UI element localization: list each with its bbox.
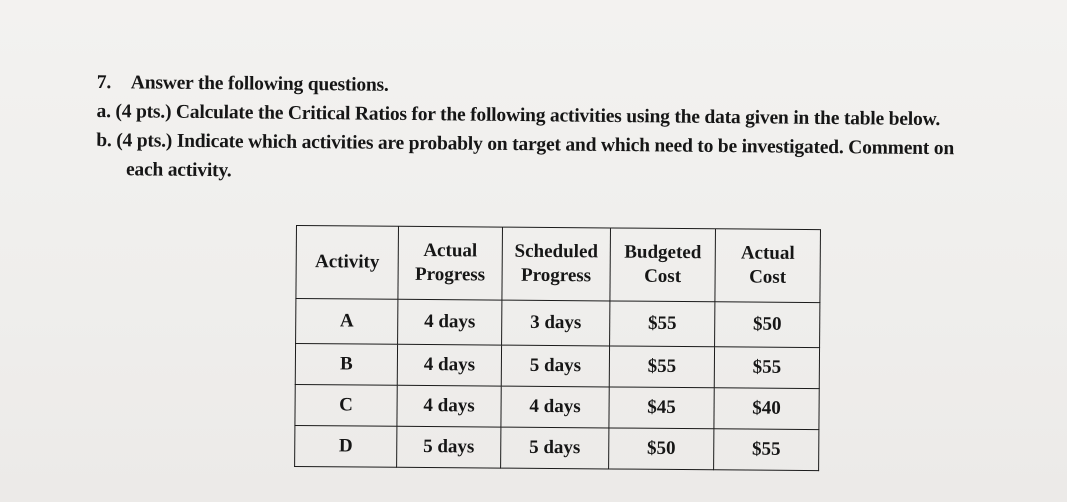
table-cell: 5 days	[501, 427, 609, 469]
table-cell: 5 days	[397, 426, 501, 468]
table-cell: $50	[609, 428, 714, 470]
question-number: 7.	[96, 71, 112, 94]
table-cell: 4 days	[397, 385, 501, 427]
table-row	[295, 344, 819, 389]
table-header-row	[296, 226, 821, 303]
header-budgeted-cost: Budgeted Cost	[610, 228, 716, 302]
table-cell: $55	[609, 346, 714, 388]
question-block	[96, 68, 1037, 193]
table-cell: A	[296, 299, 398, 345]
table-cell: $40	[714, 388, 819, 430]
question-prompt: Answer the following questions.	[130, 72, 389, 96]
table-cell: $50	[715, 302, 820, 348]
table-row	[295, 425, 819, 470]
header-scheduled-progress: Scheduled Progress	[502, 227, 611, 301]
table-cell: $55	[610, 301, 715, 347]
table-cell: $55	[714, 347, 819, 389]
table-cell: D	[295, 425, 397, 467]
table-cell: 4 days	[398, 299, 502, 345]
question-part-b-line2: each activity.	[125, 159, 232, 182]
table-cell: 5 days	[501, 345, 609, 387]
header-actual-progress: Actual Progress	[398, 226, 503, 300]
question-part-a: a. (4 pts.) Calculate the Critical Ratios for the following activities using the data given in the table below.	[96, 100, 941, 131]
header-actual-cost: Actual Cost	[715, 229, 821, 303]
table-cell: $45	[609, 387, 714, 429]
activity-table-container	[294, 225, 821, 471]
table-cell: $55	[714, 429, 819, 471]
question-part-b-line1: b. (4 pts.) Indicate which activities are probably on target and which need to be investigated. Comment on	[96, 129, 955, 160]
table-row	[295, 384, 819, 429]
table-cell: B	[295, 344, 397, 386]
activity-table	[294, 225, 821, 471]
table-row	[296, 299, 820, 348]
table-cell: C	[295, 384, 397, 426]
table-cell: 3 days	[502, 300, 610, 346]
table-cell: 4 days	[501, 386, 609, 428]
header-activity: Activity	[296, 226, 399, 300]
table-cell: 4 days	[397, 344, 501, 386]
